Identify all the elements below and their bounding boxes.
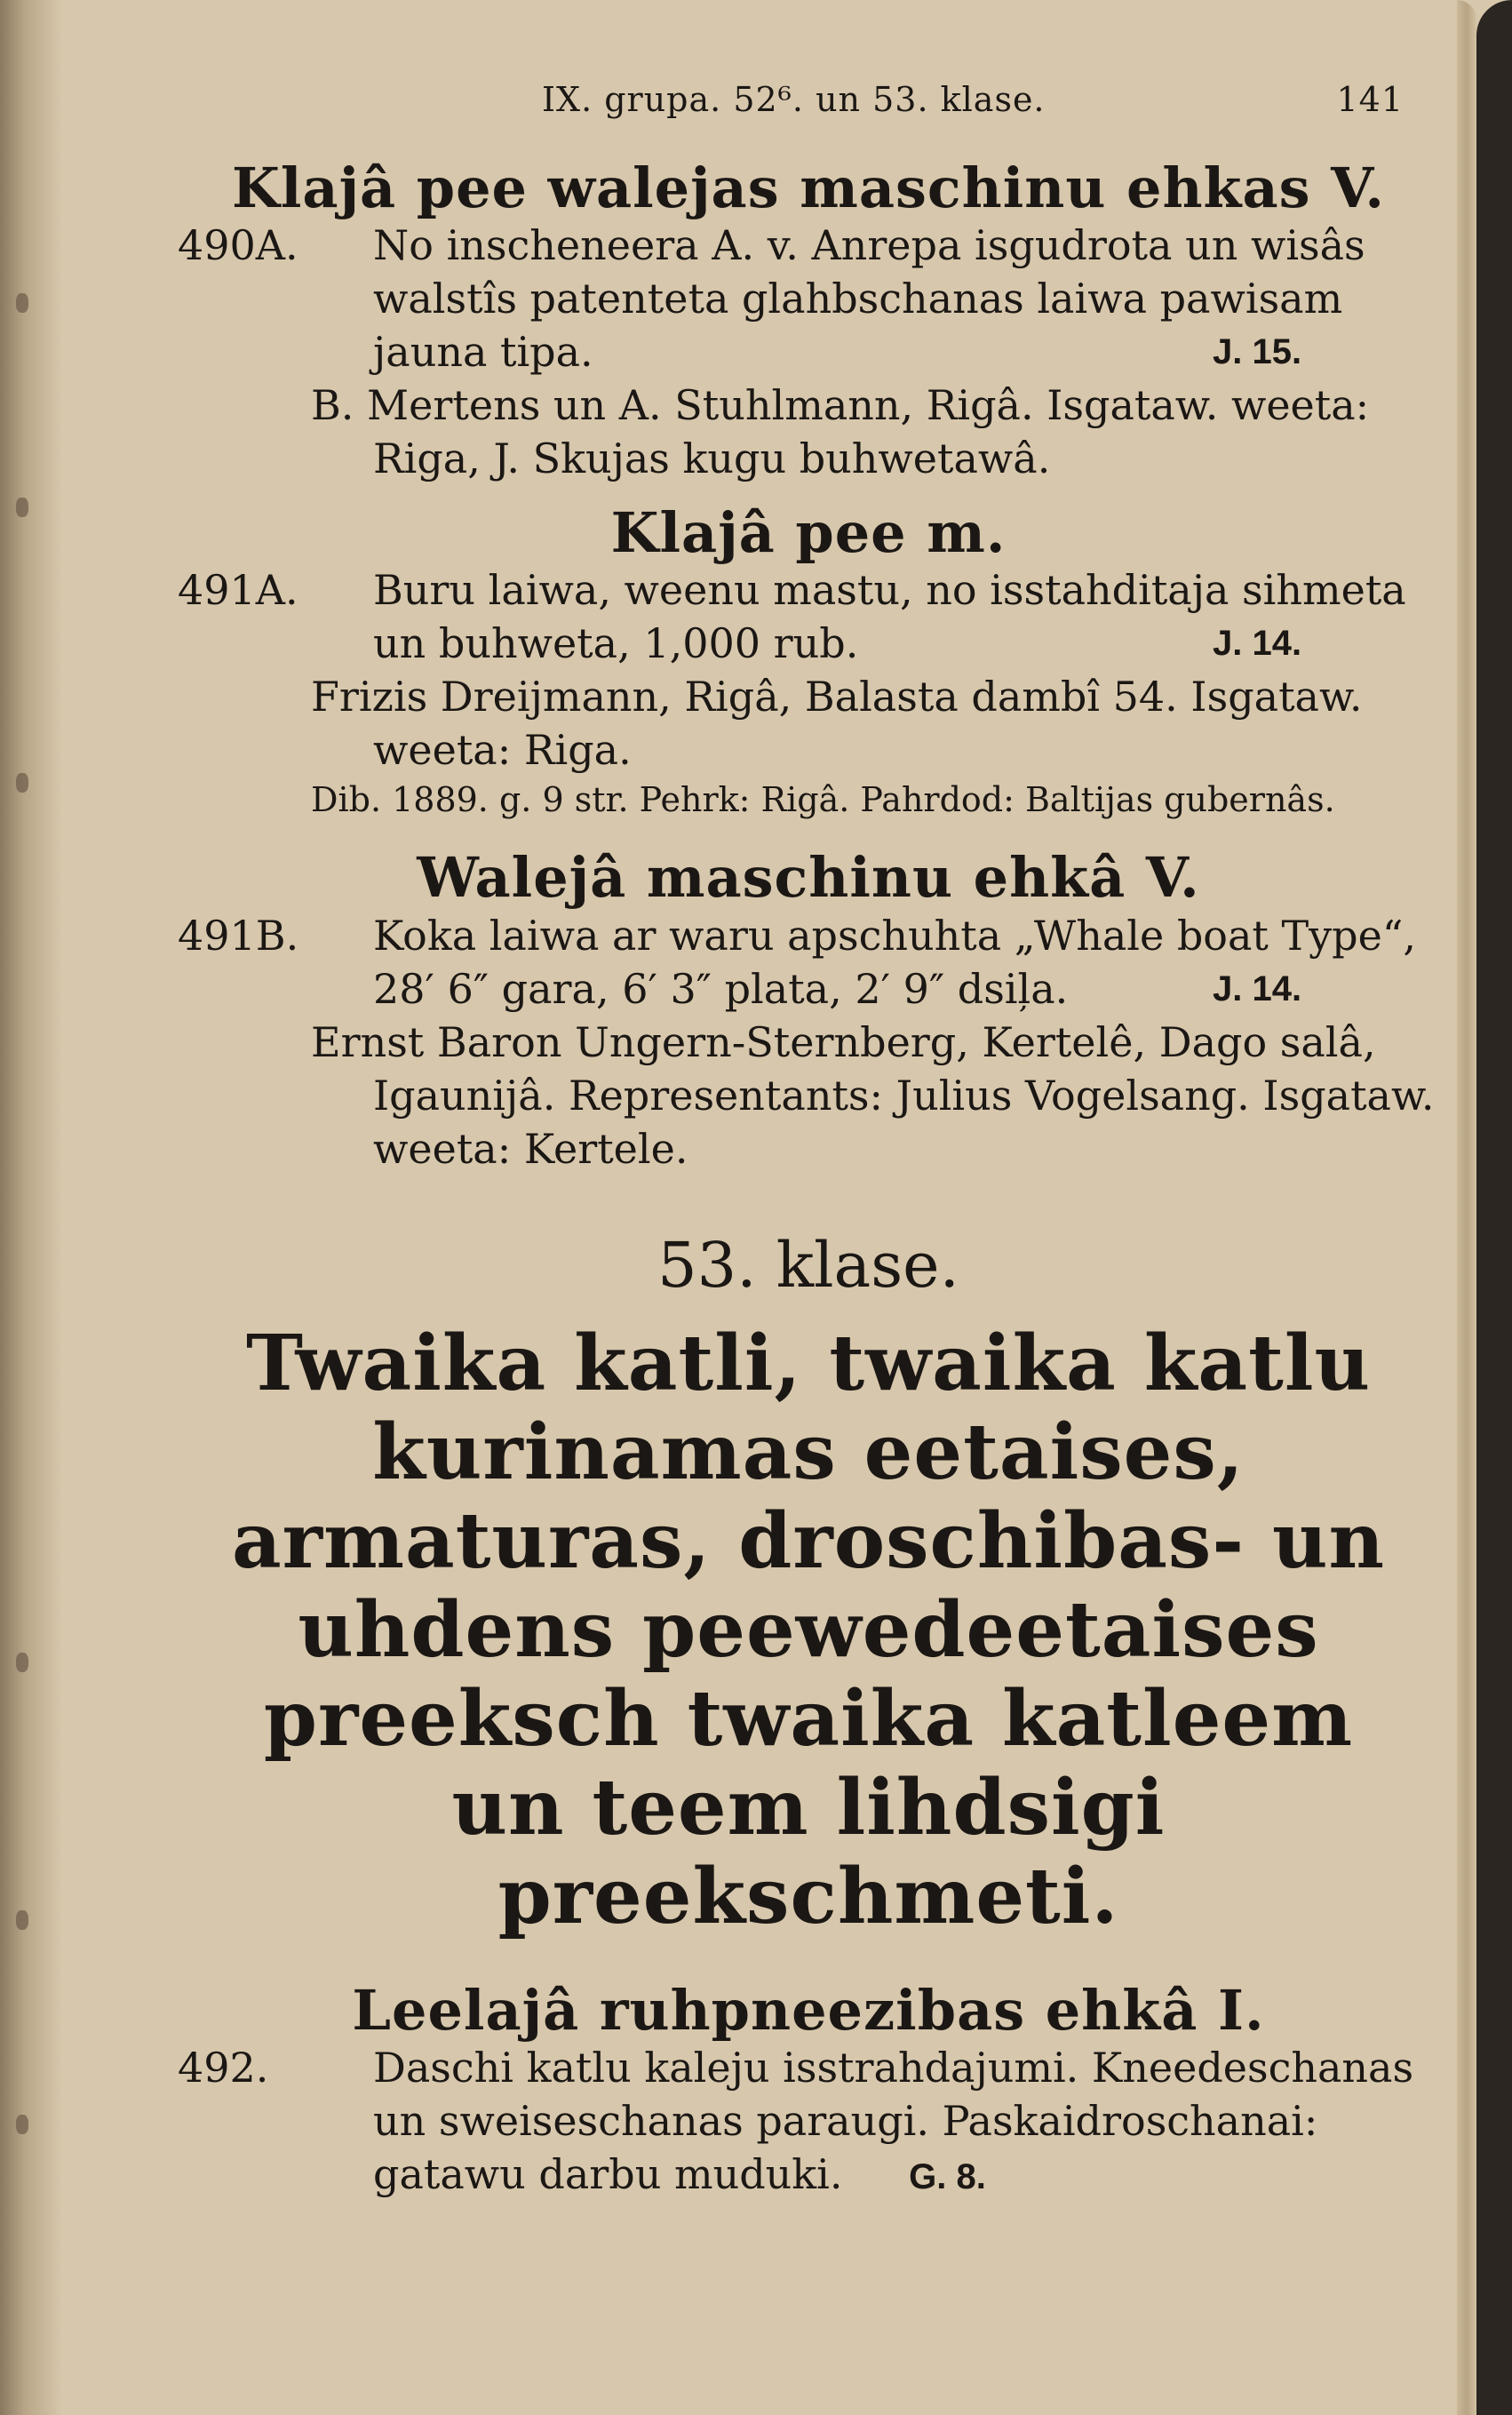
class-title: Twaika katli, twaika katlu kurinamas eetaises, armaturas, droschibas- un uhdens peewedeetaises preeksch twaika katleem un teem lihdsigi preekschmeti. — [231, 1318, 1386, 1941]
page-number: 141 — [1336, 80, 1404, 119]
catalog-entry: 491B. Koka laiwa ar waru apschuhta „Whale boat Type“, 28′ 6″ gara, 6′ 3″ plata, 2′ 9″ dsiļa. J. 14. — [178, 909, 1439, 1016]
entry-number: 491B. — [178, 911, 299, 960]
entry-text: Daschi katlu kaleju isstrahdajumi. Kneedeschanas un sweiseschanas paraugi. Paskaidroschanai: gatawu darbu muduki. — [373, 2043, 1414, 2198]
entry-text: Buru laiwa, weenu mastu, no isstahditaja sihmeta un buhweta, 1,000 rub. — [373, 566, 1406, 668]
gutter-stain — [16, 773, 28, 793]
entry-number: 492. — [178, 2043, 269, 2092]
class-label: 53. klase. — [657, 1228, 959, 1302]
page-edges — [1457, 0, 1476, 2415]
book-gutter — [0, 0, 62, 2415]
running-head-title: IX. grupa. 52⁶. un 53. klase. — [542, 80, 1046, 119]
catalog-entry: 490A. No inscheneera A. v. Anrepa isgudrota un wisâs walstîs patenteta glahbschanas laiwa pawisam jauna tipa. J. 15. — [178, 219, 1439, 379]
entry-text: No inscheneera A. v. Anrepa isgudrota un wisâs walstîs patenteta glahbschanas laiwa pawisam jauna tipa. — [373, 221, 1365, 377]
location-mark: G. 8. — [909, 2156, 986, 2196]
exhibitor-info: B. Mertens un A. Stuhlmann, Rigâ. Isgataw. weeta: Riga, J. Skujas kugu buhwetawâ. — [311, 381, 1370, 483]
gutter-stain — [16, 498, 28, 517]
gutter-stain — [16, 1910, 28, 1930]
exhibitor-info: Ernst Baron Ungern-Sternberg, Kertelê, Dago salâ, Igaunijâ. Representants: Julius Vogelsang. Isgataw. weeta: Kertele. — [311, 1017, 1435, 1173]
section-heading: Leelajâ ruhpneezibas ehkâ I. — [352, 1977, 1265, 2043]
background-edge — [1476, 0, 1512, 2415]
catalog-entry — [178, 2041, 1439, 2204]
section-heading: Walejâ maschinu ehkâ V. — [417, 845, 1200, 911]
entry-note: Dib. 1889. g. 9 str. Pehrk: Rigâ. Pahrdod: Baltijas gubernâs. — [311, 780, 1335, 820]
gutter-stain — [16, 1653, 28, 1672]
page-content — [178, 80, 1439, 2204]
section-heading: Klajâ pee walejas maschinu ehkas V. — [231, 155, 1386, 220]
catalog-entry: 491A. Buru laiwa, weenu mastu, no isstahditaja sihmeta un buhweta, 1,000 rub. J. 14. — [178, 563, 1439, 670]
gutter-stain — [16, 293, 28, 313]
running-head — [178, 80, 1439, 142]
section-heading: Klajâ pee m. — [610, 500, 1007, 566]
gutter-stain — [16, 2115, 28, 2134]
entry-number: 491A. — [178, 566, 298, 615]
entry-number: 490A. — [178, 221, 298, 270]
entry-text: Koka laiwa ar waru apschuhta „Whale boat Type“, 28′ 6″ gara, 6′ 3″ plata, 2′ 9″ dsiļa. — [373, 911, 1416, 1013]
exhibitor-info: Frizis Dreijmann, Rigâ, Balasta dambî 54. Isgataw. weeta: Riga. — [311, 673, 1363, 775]
